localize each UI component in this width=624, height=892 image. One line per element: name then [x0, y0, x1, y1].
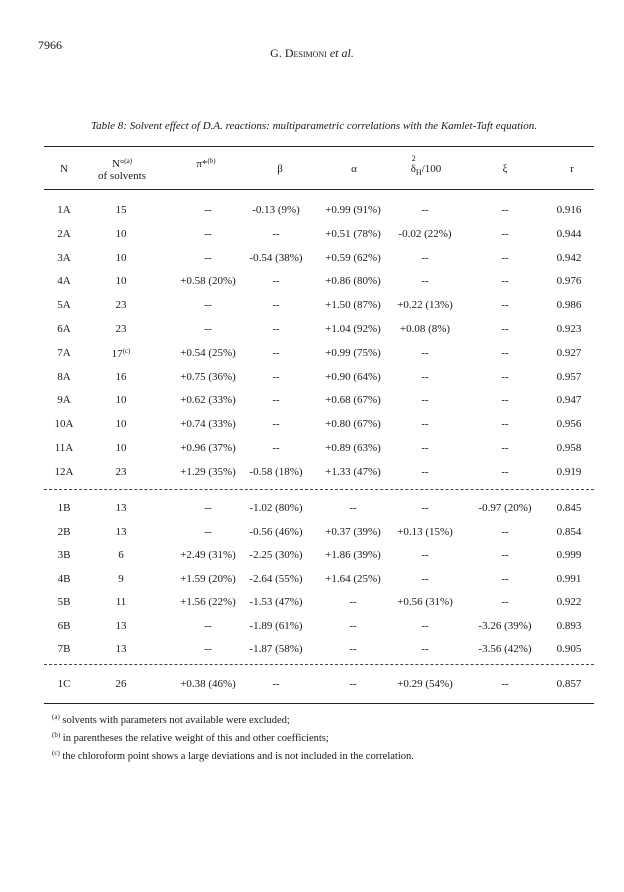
cell-n: 7B — [57, 643, 71, 655]
cell-n: 11A — [54, 442, 74, 454]
table-row — [44, 323, 594, 339]
cell-n: 7A — [57, 346, 71, 359]
cell-nsolvents: 26 — [115, 678, 127, 690]
page-number: 7966 — [38, 38, 62, 52]
header-delta-tail: /100 — [421, 163, 442, 175]
cell-n: 3B — [57, 549, 71, 561]
cell-xi: -- — [501, 418, 509, 431]
cell-pi: +1.29 (35%) — [180, 465, 236, 478]
cell-alpha: +1.04 (92%) — [325, 323, 381, 335]
cell-alpha: -- — [349, 678, 357, 690]
table-row — [44, 228, 594, 244]
header-pi-symbol: π* — [196, 158, 208, 170]
running-head-etal: et al. — [329, 46, 354, 60]
cell-n: 5B — [57, 596, 71, 608]
cell-xi: -- — [501, 572, 509, 585]
cell-pi: -- — [204, 323, 212, 335]
cell-delta: -- — [421, 394, 429, 407]
cell-beta: -1.53 (47%) — [249, 596, 303, 608]
cell-nsolvents: 17$^{(c)}$ — [111, 346, 131, 360]
table-row — [44, 275, 594, 291]
cell-n: 6A — [57, 323, 71, 335]
cell-r: 0.845 — [556, 502, 582, 514]
cell-beta: -- — [272, 394, 280, 407]
table-row — [44, 549, 594, 565]
cell-delta: -- — [421, 572, 429, 585]
footnote-mark: (c) — [52, 749, 60, 757]
cell-nsolvents: 10 — [115, 418, 127, 431]
header-beta: β — [277, 163, 283, 175]
cell-xi: -- — [501, 678, 509, 690]
cell-xi: -- — [501, 275, 509, 288]
table-row — [44, 418, 594, 434]
cell-nsolvents: 10 — [115, 227, 127, 240]
cell-nsolvents: 13 — [115, 502, 127, 514]
cell-r: 0.956 — [556, 418, 582, 431]
cell-delta: +0.13 (15%) — [397, 525, 453, 538]
header-nsolvents — [92, 157, 152, 182]
cell-delta: -- — [421, 251, 429, 264]
cell-pi: +0.96 (37%) — [180, 442, 236, 454]
cell-xi: -- — [501, 227, 509, 240]
cell-nsolvents: 10 — [115, 275, 127, 288]
cell-pi: -- — [204, 619, 212, 632]
cell-alpha: +0.51 (78%) — [325, 227, 381, 240]
cell-nsolvents: 13 — [115, 643, 127, 655]
group-b-separator — [44, 664, 594, 665]
header-delta-sup: 2 — [411, 154, 416, 163]
cell-delta: -- — [421, 346, 429, 359]
footnote-mark: (b) — [52, 731, 61, 739]
table-row — [44, 442, 594, 458]
cell-r: 0.854 — [556, 525, 582, 538]
cell-beta: -- — [272, 442, 280, 454]
footnote — [52, 746, 414, 764]
cell-alpha: +1.86 (39%) — [325, 549, 381, 561]
header-r: r — [570, 163, 574, 175]
cell-r: 0.986 — [556, 299, 582, 312]
cell-pi: -- — [204, 525, 212, 538]
cell-nsolvents: 10 — [115, 442, 127, 454]
cell-nsolvents: 16 — [115, 370, 127, 383]
table-row — [44, 252, 594, 268]
cell-n: 6B — [57, 619, 71, 632]
cell-r: 0.999 — [556, 549, 582, 561]
cell-alpha: +0.99 (75%) — [325, 346, 381, 359]
cell-xi: -- — [501, 204, 509, 216]
cell-r: 0.905 — [556, 643, 582, 655]
cell-beta: -- — [272, 227, 280, 240]
cell-r: 0.947 — [556, 394, 582, 407]
cell-nsolvents-sup: (c) — [122, 346, 131, 355]
cell-pi: +0.74 (33%) — [180, 418, 236, 431]
cell-n: 5A — [57, 299, 71, 312]
cell-beta: -- — [272, 678, 280, 690]
header-delta — [396, 154, 456, 178]
table-row — [44, 347, 594, 363]
cell-alpha: +1.50 (87%) — [325, 299, 381, 312]
cell-pi: +0.75 (36%) — [180, 370, 236, 383]
cell-n: 4B — [57, 572, 71, 585]
cell-alpha: +0.68 (67%) — [325, 394, 381, 407]
cell-delta: -- — [421, 204, 429, 216]
cell-beta: -- — [272, 346, 280, 359]
cell-n: 9A — [57, 394, 71, 407]
cell-pi: +1.56 (22%) — [180, 596, 236, 608]
cell-n: 2B — [57, 525, 71, 538]
cell-r: 0.916 — [556, 204, 582, 216]
cell-alpha: -- — [349, 502, 357, 514]
group-a-separator — [44, 489, 594, 490]
cell-nsolvents: 10 — [115, 251, 127, 264]
table-row — [44, 204, 594, 220]
cell-beta: -- — [272, 418, 280, 431]
cell-xi: -- — [501, 299, 509, 312]
cell-pi: +0.54 (25%) — [180, 346, 236, 359]
table-caption: Table 8: Solvent effect of D.A. reactions: multiparametric correlations with the Kamlet-Taft equation. — [91, 120, 537, 132]
header-bottom-rule — [44, 189, 594, 190]
cell-beta: -- — [272, 370, 280, 383]
footnote — [52, 728, 414, 746]
cell-xi: -- — [501, 346, 509, 359]
cell-n: 10A — [54, 418, 74, 431]
table-row — [44, 371, 594, 387]
table-row — [44, 678, 594, 694]
cell-xi: -- — [501, 596, 509, 608]
cell-r: 0.976 — [556, 275, 582, 288]
cell-pi: +0.62 (33%) — [180, 394, 236, 407]
cell-r: 0.923 — [556, 323, 582, 335]
cell-beta: -- — [272, 275, 280, 288]
cell-alpha: +0.90 (64%) — [325, 370, 381, 383]
cell-pi: +2.49 (31%) — [180, 549, 236, 561]
cell-delta: -- — [421, 370, 429, 383]
cell-beta: -2.25 (30%) — [249, 549, 303, 561]
cell-xi: -3.26 (39%) — [478, 619, 532, 632]
cell-delta: -- — [421, 465, 429, 478]
footnotes — [52, 710, 414, 764]
cell-beta: -0.56 (46%) — [249, 525, 303, 538]
cell-xi: -- — [501, 370, 509, 383]
cell-r: 0.893 — [556, 619, 582, 632]
cell-pi: +0.38 (46%) — [180, 678, 236, 690]
cell-n: 2A — [57, 227, 71, 240]
cell-xi: -0.97 (20%) — [478, 502, 532, 514]
cell-xi: -- — [501, 465, 509, 478]
cell-n: 1A — [57, 204, 71, 216]
cell-nsolvents: 23 — [115, 465, 127, 478]
cell-delta: -- — [421, 418, 429, 431]
table-row — [44, 643, 594, 659]
cell-nsolvents: 15 — [115, 204, 127, 216]
cell-alpha: +1.33 (47%) — [325, 465, 381, 478]
cell-delta: -- — [421, 442, 429, 454]
cell-alpha: +0.80 (67%) — [325, 418, 381, 431]
cell-beta: -0.54 (38%) — [249, 251, 303, 264]
header-pi-sup: (b) — [207, 157, 216, 165]
cell-beta: -0.58 (18%) — [249, 465, 303, 478]
cell-xi: -- — [501, 394, 509, 407]
table-row — [44, 466, 594, 482]
cell-r: 0.922 — [556, 596, 582, 608]
cell-beta: -- — [272, 323, 280, 335]
cell-nsolvents: 10 — [115, 394, 127, 407]
table-row — [44, 526, 594, 542]
cell-delta: +0.29 (54%) — [397, 678, 453, 690]
header-alpha: α — [351, 163, 357, 175]
cell-pi: -- — [204, 251, 212, 264]
cell-delta: +0.22 (13%) — [397, 299, 453, 312]
cell-xi: -- — [501, 525, 509, 538]
table-top-rule — [44, 146, 594, 147]
cell-nsolvents: 23 — [115, 299, 127, 312]
cell-pi: +0.58 (20%) — [180, 275, 236, 288]
cell-r: 0.927 — [556, 346, 582, 359]
table-row — [44, 299, 594, 315]
cell-n: 1B — [57, 502, 71, 514]
cell-alpha: -- — [349, 596, 357, 608]
footnote-mark: (a) — [52, 713, 60, 721]
running-head — [0, 46, 624, 61]
cell-beta: -1.89 (61%) — [249, 619, 303, 632]
cell-beta: -1.02 (80%) — [249, 502, 303, 514]
cell-xi: -- — [501, 549, 509, 561]
cell-delta: -- — [421, 275, 429, 288]
cell-beta: -1.87 (58%) — [249, 643, 303, 655]
table-row — [44, 394, 594, 410]
cell-delta: -- — [421, 549, 429, 561]
cell-pi: -- — [204, 299, 212, 312]
cell-pi: -- — [204, 643, 212, 655]
table-bottom-rule — [44, 703, 594, 704]
header-nsolvents-top: N° — [111, 158, 125, 170]
cell-nsolvents: 9 — [118, 572, 124, 585]
cell-nsolvents: 13 — [115, 525, 127, 538]
cell-alpha: +0.59 (62%) — [325, 251, 381, 264]
footnote-text: in parentheses the relative weight of this and other coefficients; — [60, 733, 329, 744]
header-n: N — [60, 163, 68, 175]
cell-r: 0.857 — [556, 678, 582, 690]
cell-delta: +0.08 (8%) — [399, 323, 451, 335]
cell-alpha: +0.99 (91%) — [325, 204, 381, 216]
cell-n: 3A — [57, 251, 71, 264]
cell-delta: -0.02 (22%) — [398, 227, 452, 240]
cell-alpha: +0.86 (80%) — [325, 275, 381, 288]
cell-xi: -3.56 (42%) — [478, 643, 532, 655]
cell-n: 12A — [54, 465, 74, 478]
cell-alpha: -- — [349, 643, 357, 655]
cell-alpha: +0.89 (63%) — [325, 442, 381, 454]
cell-xi: -- — [501, 251, 509, 264]
cell-xi: -- — [501, 442, 509, 454]
cell-nsolvents: 13 — [115, 619, 127, 632]
cell-alpha: +1.64 (25%) — [325, 572, 381, 585]
cell-delta: -- — [421, 502, 429, 514]
cell-xi: -- — [501, 323, 509, 335]
header-nsolvents-bottom: of solvents — [98, 170, 146, 182]
cell-r: 0.958 — [556, 442, 582, 454]
cell-pi: -- — [204, 227, 212, 240]
table-row — [44, 502, 594, 518]
header-delta-sub: H — [415, 168, 422, 178]
table-row — [44, 620, 594, 636]
header-nsolvents-sup: (a) — [124, 157, 133, 165]
cell-n: 8A — [57, 370, 71, 383]
cell-beta: -- — [272, 299, 280, 312]
cell-pi: -- — [204, 502, 212, 514]
cell-r: 0.919 — [556, 465, 582, 478]
cell-nsolvents: 6 — [118, 549, 124, 561]
cell-pi: +1.59 (20%) — [180, 572, 236, 585]
cell-r: 0.944 — [556, 227, 582, 240]
cell-beta: -2.64 (55%) — [249, 572, 303, 585]
running-head-author: G. Desimoni — [270, 46, 327, 60]
footnote-text: solvents with parameters not available were excluded; — [59, 715, 290, 726]
cell-delta: +0.56 (31%) — [397, 596, 453, 608]
table-row — [44, 596, 594, 612]
cell-n: 4A — [57, 275, 71, 288]
header-xi: ξ — [502, 163, 508, 175]
cell-delta: -- — [421, 643, 429, 655]
cell-r: 0.957 — [556, 370, 582, 383]
header-delta-symbol: δ — [410, 163, 416, 175]
footnote — [52, 710, 414, 728]
cell-r: 0.991 — [556, 572, 582, 585]
header-pi — [176, 157, 236, 170]
cell-alpha: -- — [349, 619, 357, 632]
cell-beta: -0.13 (9%) — [252, 204, 300, 216]
cell-nsolvents: 23 — [115, 323, 127, 335]
cell-r: 0.942 — [556, 251, 582, 264]
cell-delta: -- — [421, 619, 429, 632]
footnote-text: the chloroform point shows a large deviations and is not included in the correlation. — [59, 751, 414, 762]
cell-nsolvents: 11 — [115, 596, 127, 608]
cell-pi: -- — [204, 204, 212, 216]
cell-n: 1C — [57, 678, 71, 690]
cell-alpha: +0.37 (39%) — [325, 525, 381, 538]
table-row — [44, 573, 594, 589]
